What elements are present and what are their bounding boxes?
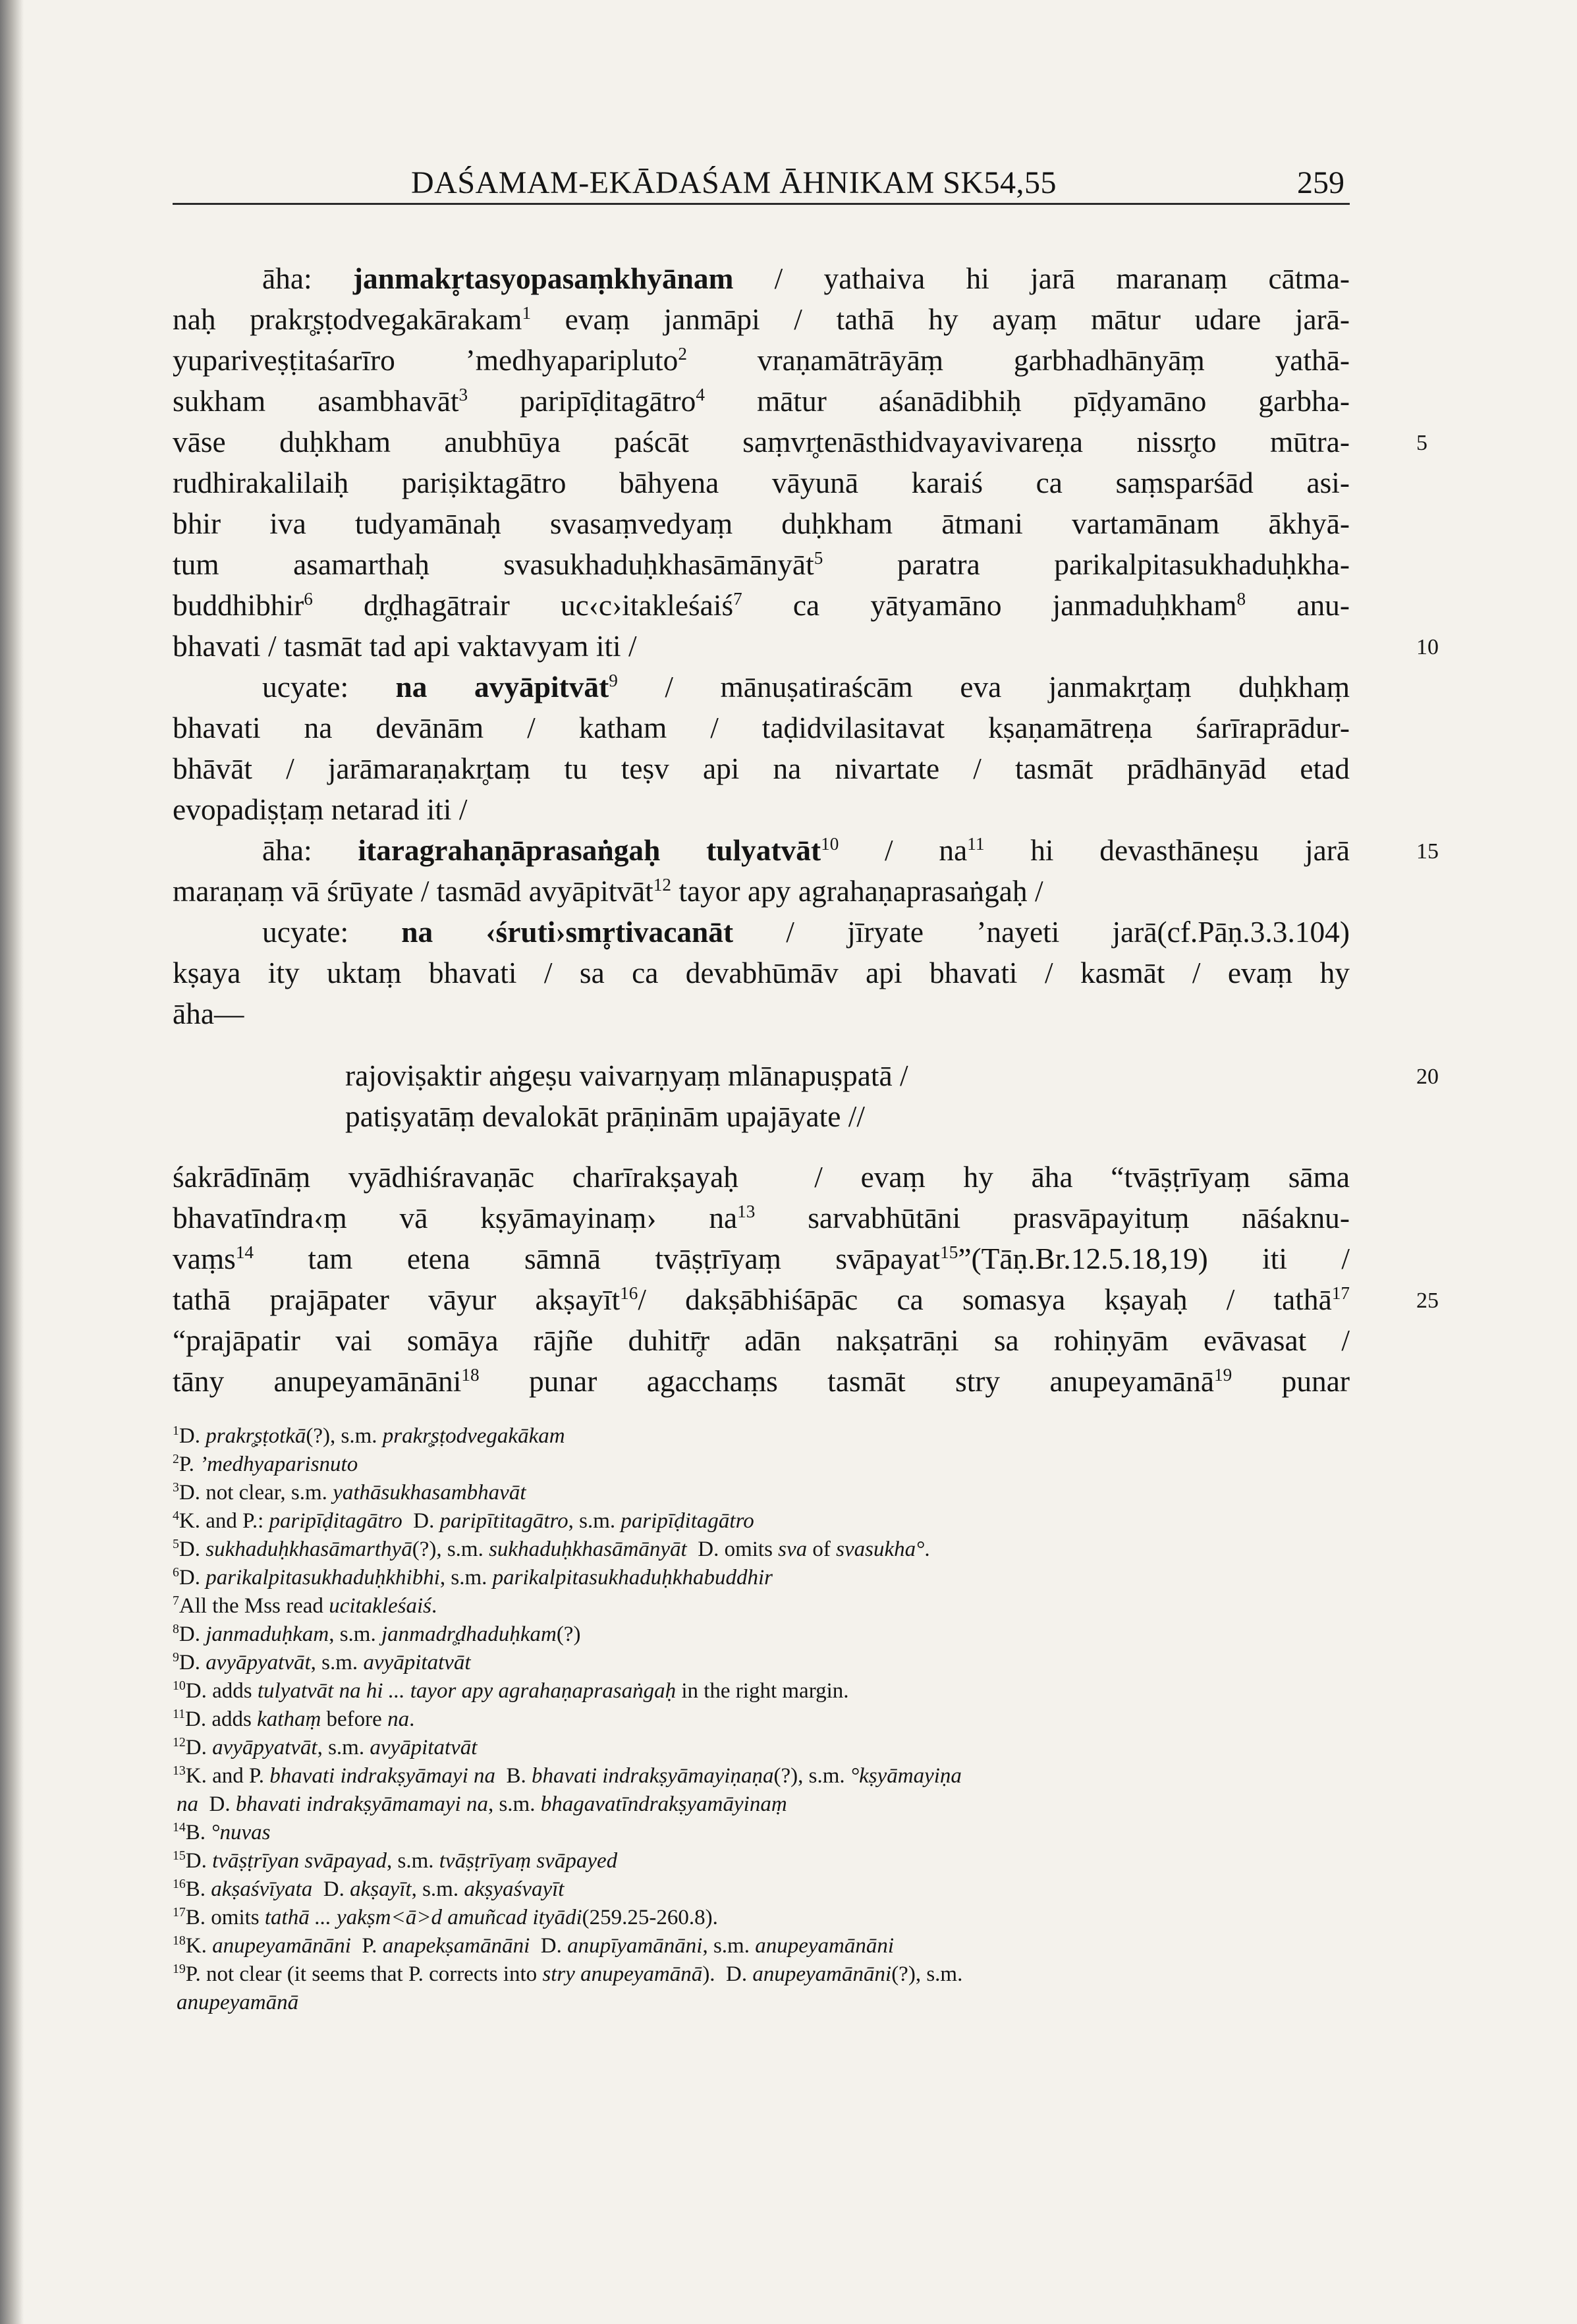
- footnote: $^8$D. janmaduḥkam, s.m. janmadr̥ḍhaduḥkam(?): [173, 1622, 581, 1646]
- footnote: $^7$All the Mss read ucitakleśaiś.: [173, 1593, 437, 1618]
- footnote: $^{10}$D. adds tulyatvāt na hi ... tayor apy agrahaṇaprasaṅgaḥ in the right margin.: [173, 1678, 849, 1703]
- footnote: $^1$D. prakr̥ṣṭotkā(?), s.m. prakr̥ṣṭodvegakākam: [173, 1424, 565, 1448]
- text-line: rajoviṣaktir aṅgeṣu vaivarṇyaṃ mlānapuṣpatā /: [345, 1059, 908, 1092]
- footnote: na D. bhavati indrakṣyāmamayi na, s.m. bhagavatīndrakṣyamāyinaṃ: [177, 1792, 787, 1816]
- text-line: sukham asambhavāt$^3$ paripīḍitagātro$^4$ mātur aśanādibhiḥ pīḍyamāno garbha-: [173, 384, 1350, 418]
- footnote: $^2$P. ’medhyaparisnuto: [173, 1452, 358, 1476]
- footnote: $^{11}$D. adds kathaṃ before na.: [173, 1707, 415, 1731]
- text-line: tathā prajāpater vāyur akṣayīt$^{16}$/ dakṣābhiśāpāc ca somasya kṣayaḥ / tathā$^{17}$: [173, 1283, 1350, 1316]
- text-line: āha: itaragrahaṇāprasaṅgaḥ tulyatvāt$^{10}$ / $na^{11}$ hi devasthāneṣu jarā: [262, 833, 1350, 867]
- footnote: anupeyamānā: [177, 1991, 299, 2014]
- line-number: 5: [1416, 431, 1427, 455]
- footnote: $^{13}$K. and P. bhavati indrakṣyāmayi na B. bhavati indrakṣyāmayiṇaṇa(?), s.m. °kṣyāmayiṇa: [173, 1763, 962, 1788]
- text-line: rudhirakalilaiḥ pariṣiktagātro bāhyena vāyunā karaiś ca saṃsparśād asi-: [173, 466, 1350, 499]
- text-line: tum asamarthaḥ svasukhaduḥkhasāmānyāt$^5$ paratra parikalpitasukhaduḥkha-: [173, 547, 1350, 581]
- footnote: $^6$D. parikalpitasukhaduḥkhibhi, s.m. parikalpitasukhaduḥkhabuddhir: [173, 1565, 773, 1590]
- text-line: maraṇaṃ vā śrūyate / tasmād avyāpitvāt$^{12}$ tayor apy agrahaṇaprasaṅgaḥ /: [173, 874, 1043, 908]
- line-number: 10: [1416, 635, 1439, 659]
- line-number: 20: [1416, 1065, 1439, 1089]
- text-line: bhavati / tasmāt tad api vaktavyam iti /: [173, 630, 637, 663]
- text-line: evopadiṣṭaṃ netarad iti /: [173, 793, 468, 826]
- text-line: kṣaya ity uktaṃ bhavati / sa ca devabhūmāv api bhavati / kasmāt / evaṃ hy: [173, 956, 1350, 989]
- page-number: 259: [1297, 165, 1344, 200]
- text-line: vāse duḥkham anubhūya paścāt saṃvr̥tenāsthidvayavivareṇa nissr̥to mūtra-: [173, 426, 1350, 458]
- text-line: buddhibhir$^6$ dr̥ḍhagātrair uc‹c›itakleśaiś$^7$ ca yātyamāno janmaduḥkham$^8$ anu-: [173, 588, 1350, 622]
- text-line: tāny anupeyamānāni$^{18}$ punar agacchaṃs tasmāt stry anupeyamānā$^{19}$ punar: [173, 1364, 1350, 1398]
- footnote: $^{15}$D. tvāṣṭrīyan svāpayad, s.m. tvāṣṭrīyaṃ svāpayed: [173, 1848, 618, 1873]
- main-text: [173, 258, 1350, 1402]
- footnote: $^4$K. and P.: paripīḍitagātro D. paripītitagātro, s.m. paripīḍitagātro: [173, 1508, 754, 1533]
- text-line: bhavati na devānām / katham / taḍidvilasitavat kṣaṇamātreṇa śarīraprādur-: [173, 711, 1350, 744]
- footnote: $^{14}$B. °nuvas: [173, 1820, 271, 1844]
- text-line: bhāvāt / jarāmaraṇakr̥taṃ tu teṣv api na nivartate / tasmāt prādhānyād etad: [173, 752, 1350, 785]
- footnote: $^3$D. not clear, s.m. yathāsukhasambhavāt: [173, 1480, 526, 1505]
- text-line: naḥ prakr̥ṣṭodvegakārakam$^1$ evaṃ janmāpi / tathā hy ayaṃ mātur udare jarā-: [173, 302, 1350, 336]
- text-line: ucyate: na ‹śruti›smr̥tivacanāt / jīryate ’nayeti jarā(cf.Pāṇ.3.3.104): [262, 916, 1350, 949]
- text-line: patiṣyatāṃ devalokāt prāṇinām upajāyate //: [345, 1100, 865, 1133]
- footnotes: [173, 1422, 1350, 2017]
- text-line: vaṃs$^{14}$ tam etena sāmnā tvāṣṭrīyaṃ svāpayat$^{15}$”(Tāṇ.Br.12.5.18,19) iti /: [173, 1242, 1350, 1275]
- footnote: $^{12}$D. avyāpyatvāt, s.m. avyāpitatvāt: [173, 1735, 478, 1759]
- running-title: DAŚAMAM-EKĀDAŚAM ĀHNIKAM SK54,55: [411, 165, 1057, 200]
- text-line: “prajāpatir vai somāya rājñe duhitr̥̄r adān nakṣatrāṇi sa rohiṇyām evāvasat /: [173, 1324, 1350, 1357]
- footnote: $^{17}$B. omits tathā ... yakṣm<ā>d amuñcad ityādi(259.25-260.8).: [173, 1905, 718, 1929]
- footnote: $^{19}$P. not clear (it seems that P. corrects into stry anupeyamānā). D. anupeyamānāni(?), s.m.: [173, 1962, 963, 1986]
- text-line: āha—: [173, 997, 244, 1030]
- page-header: [173, 165, 1350, 207]
- text-line: ucyate: na avyāpitvāt$^9$ / mānuṣatiraścām eva janmakr̥taṃ duḥkhaṃ: [262, 670, 1350, 704]
- line-number: 15: [1416, 839, 1439, 864]
- text-line: āha: janmakr̥tasyopasaṃkhyānam / yathaiva hi jarā maranaṃ cātma-: [262, 262, 1350, 295]
- footnote: $^5$D. sukhaduḥkhasāmarthyā(?), s.m. sukhaduḥkhasāmānyāt D. omits sva of svasukha°.: [173, 1537, 930, 1561]
- text-line: śakrādīnāṃ vyādhiśravaṇāc charīrakṣayaḥ / evaṃ hy āha “tvāṣṭrīyaṃ sāma: [173, 1161, 1350, 1194]
- line-number: 25: [1416, 1288, 1439, 1313]
- text-line: yupariveṣṭitaśarīro ’medhyaparipluto$^2$ vraṇamātrāyāṃ garbhadhānyāṃ yathā-: [173, 343, 1350, 377]
- header-rule: [173, 203, 1350, 205]
- text-line: bhavatīndra‹ṃ vā kṣyāmayinaṃ› $na^{13}$ sarvabhūtāni prasvāpayituṃ nāśaknu-: [173, 1201, 1350, 1234]
- footnote: $^{18}$K. anupeyamānāni P. anapekṣamānāni D. anupīyamānāni, s.m. anupeyamānāni: [173, 1933, 894, 1958]
- text-line: bhir iva tudyamānaḥ svasaṃvedyaṃ duḥkham ātmani vartamānam ākhyā-: [173, 507, 1350, 540]
- footnote: $^{16}$B. akṣaśvīyata D. akṣayīt, s.m. akṣyaśvayīt: [173, 1877, 565, 1901]
- scan-left-edge: [0, 0, 24, 2324]
- footnote: $^9$D. avyāpyatvāt, s.m. avyāpitatvāt: [173, 1650, 471, 1674]
